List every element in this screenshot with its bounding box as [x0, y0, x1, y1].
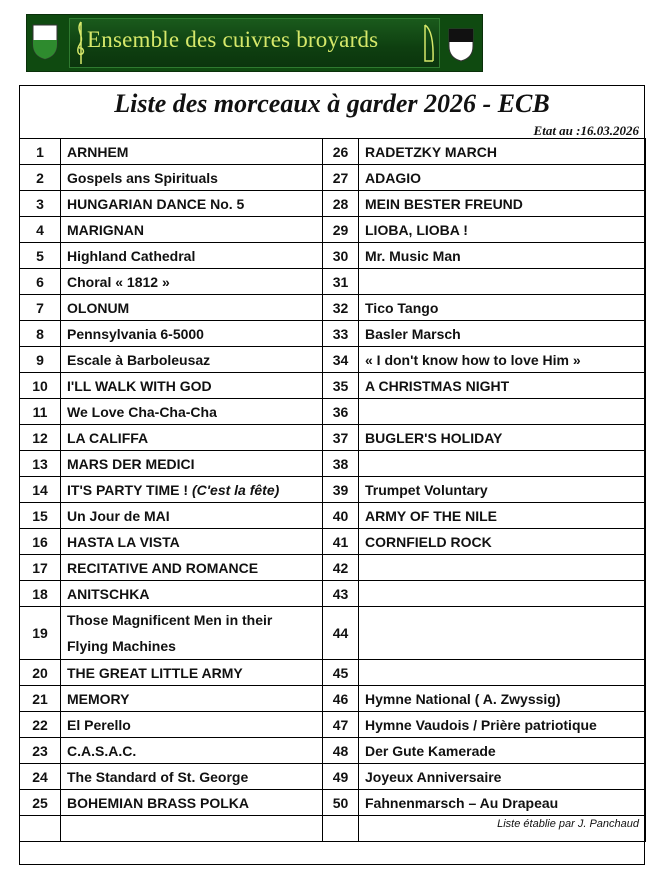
piece-number: 33 — [323, 321, 359, 347]
piece-number: 37 — [323, 425, 359, 451]
piece-title: « I don't know how to love Him » — [359, 347, 646, 373]
ensemble-banner — [26, 14, 483, 72]
table-row — [20, 503, 646, 529]
piece-title: Escale à Barboleusaz — [61, 347, 323, 373]
piece-title: MARS DER MEDICI — [61, 451, 323, 477]
piece-number: 3 — [20, 191, 61, 217]
piece-number: 35 — [323, 373, 359, 399]
piece-number: 8 — [20, 321, 61, 347]
piece-number: 44 — [323, 607, 359, 660]
date-label: Etat au :16.03.2026 — [533, 123, 639, 138]
piece-title: Tico Tango — [359, 295, 646, 321]
treble-clef-icon — [73, 20, 87, 66]
piece-title: Hymne National ( A. Zwyssig) — [359, 686, 646, 712]
piece-number: 32 — [323, 295, 359, 321]
piece-title — [359, 660, 646, 686]
table-row — [20, 295, 646, 321]
table-row — [20, 764, 646, 790]
table-row — [20, 712, 646, 738]
empty-cell — [61, 816, 323, 842]
piece-title: HASTA LA VISTA — [61, 529, 323, 555]
table-row — [20, 269, 646, 295]
piece-number: 9 — [20, 347, 61, 373]
piece-number: 25 — [20, 790, 61, 816]
piece-title: Joyeux Anniversaire — [359, 764, 646, 790]
piece-number: 19 — [20, 607, 61, 660]
piece-number: 39 — [323, 477, 359, 503]
table-row — [20, 451, 646, 477]
piece-number: 46 — [323, 686, 359, 712]
empty-cell — [20, 816, 61, 842]
piece-title: LA CALIFFA — [61, 425, 323, 451]
piece-title-main: IT'S PARTY TIME ! — [67, 481, 192, 498]
piece-title: Pennsylvania 6-5000 — [61, 321, 323, 347]
piece-title: BUGLER'S HOLIDAY — [359, 425, 646, 451]
lyre-icon — [422, 21, 436, 65]
table-row — [20, 607, 646, 660]
piece-number: 4 — [20, 217, 61, 243]
piece-title: We Love Cha-Cha-Cha — [61, 399, 323, 425]
piece-title: El Perello — [61, 712, 323, 738]
piece-number: 1 — [20, 139, 61, 165]
piece-number: 24 — [20, 764, 61, 790]
piece-title — [359, 269, 646, 295]
piece-number: 12 — [20, 425, 61, 451]
piece-title: LIOBA, LIOBA ! — [359, 217, 646, 243]
piece-title: Highland Cathedral — [61, 243, 323, 269]
piece-title: Fahnenmarsch – Au Drapeau — [359, 790, 646, 816]
piece-title: RECITATIVE AND ROMANCE — [61, 555, 323, 581]
piece-number: 2 — [20, 165, 61, 191]
piece-number: 21 — [20, 686, 61, 712]
piece-title — [359, 581, 646, 607]
piece-number: 38 — [323, 451, 359, 477]
piece-title-subtitle: (C'est la fête) — [191, 481, 280, 498]
piece-number: 49 — [323, 764, 359, 790]
document-title: Liste des morceaux à garder 2026 - ECB — [114, 89, 550, 118]
piece-title: The Standard of St. George — [61, 764, 323, 790]
piece-title: MARIGNAN — [61, 217, 323, 243]
piece-number: 26 — [323, 139, 359, 165]
piece-number: 14 — [20, 477, 61, 503]
piece-number: 30 — [323, 243, 359, 269]
piece-title: Der Gute Kamerade — [359, 738, 646, 764]
piece-title: MEMORY — [61, 686, 323, 712]
piece-number: 20 — [20, 660, 61, 686]
piece-title: I'LL WALK WITH GOD — [61, 373, 323, 399]
banner-title: Ensemble des cuivres broyards — [87, 27, 379, 52]
table-row — [20, 790, 646, 816]
table-row — [20, 738, 646, 764]
table-row — [20, 373, 646, 399]
piece-number: 11 — [20, 399, 61, 425]
table-row — [20, 165, 646, 191]
piece-number: 6 — [20, 269, 61, 295]
piece-number: 23 — [20, 738, 61, 764]
piece-number: 27 — [323, 165, 359, 191]
table-row — [20, 347, 646, 373]
piece-number: 17 — [20, 555, 61, 581]
piece-title: BOHEMIAN BRASS POLKA — [61, 790, 323, 816]
piece-title: ANITSCHKA — [61, 581, 323, 607]
table-row — [20, 139, 646, 165]
piece-number: 50 — [323, 790, 359, 816]
piece-number: 41 — [323, 529, 359, 555]
piece-title: C.A.S.A.C. — [61, 738, 323, 764]
piece-title: Un Jour de MAI — [61, 503, 323, 529]
piece-number: 10 — [20, 373, 61, 399]
piece-number: 22 — [20, 712, 61, 738]
piece-number: 28 — [323, 191, 359, 217]
piece-number: 16 — [20, 529, 61, 555]
piece-number: 43 — [323, 581, 359, 607]
piece-title: THE GREAT LITTLE ARMY — [61, 660, 323, 686]
empty-cell — [323, 816, 359, 842]
table-row — [20, 425, 646, 451]
piece-title — [359, 451, 646, 477]
piece-number: 34 — [323, 347, 359, 373]
piece-number: 36 — [323, 399, 359, 425]
piece-title: ARMY OF THE NILE — [359, 503, 646, 529]
piece-number: 47 — [323, 712, 359, 738]
piece-title: ADAGIO — [359, 165, 646, 191]
author-note: Liste établie par J. Panchaud — [359, 816, 646, 842]
table-row — [20, 243, 646, 269]
piece-number: 48 — [323, 738, 359, 764]
piece-number: 31 — [323, 269, 359, 295]
table-row — [20, 321, 646, 347]
footer-row — [20, 816, 646, 842]
piece-title: Basler Marsch — [359, 321, 646, 347]
piece-title — [61, 477, 323, 503]
piece-title: Gospels ans Spirituals — [61, 165, 323, 191]
piece-title: ARNHEM — [61, 139, 323, 165]
piece-number: 18 — [20, 581, 61, 607]
table-row — [20, 217, 646, 243]
piece-title — [359, 399, 646, 425]
piece-number: 15 — [20, 503, 61, 529]
piece-number: 7 — [20, 295, 61, 321]
table-row — [20, 686, 646, 712]
table-row — [20, 555, 646, 581]
table-row — [20, 581, 646, 607]
piece-title: RADETZKY MARCH — [359, 139, 646, 165]
piece-number: 40 — [323, 503, 359, 529]
piece-title — [359, 555, 646, 581]
table-row — [20, 191, 646, 217]
piece-title: HUNGARIAN DANCE No. 5 — [61, 191, 323, 217]
table-row — [20, 477, 646, 503]
piece-title: Hymne Vaudois / Prière patriotique — [359, 712, 646, 738]
piece-title: CORNFIELD ROCK — [359, 529, 646, 555]
vaud-crest-icon — [32, 24, 58, 60]
piece-title: Mr. Music Man — [359, 243, 646, 269]
piece-number: 13 — [20, 451, 61, 477]
piece-title: OLONUM — [61, 295, 323, 321]
piece-number: 5 — [20, 243, 61, 269]
piece-title: MEIN BESTER FREUND — [359, 191, 646, 217]
pieces-table — [19, 138, 646, 842]
piece-number: 29 — [323, 217, 359, 243]
piece-title: Those Magnificent Men in their Flying Machines — [61, 607, 323, 660]
piece-number: 45 — [323, 660, 359, 686]
piece-title: A CHRISTMAS NIGHT — [359, 373, 646, 399]
piece-title — [359, 607, 646, 660]
piece-title: Choral « 1812 » — [61, 269, 323, 295]
piece-number: 42 — [323, 555, 359, 581]
fribourg-crest-icon — [448, 28, 474, 62]
piece-title: Trumpet Voluntary — [359, 477, 646, 503]
table-row — [20, 399, 646, 425]
table-row — [20, 529, 646, 555]
table-row — [20, 660, 646, 686]
